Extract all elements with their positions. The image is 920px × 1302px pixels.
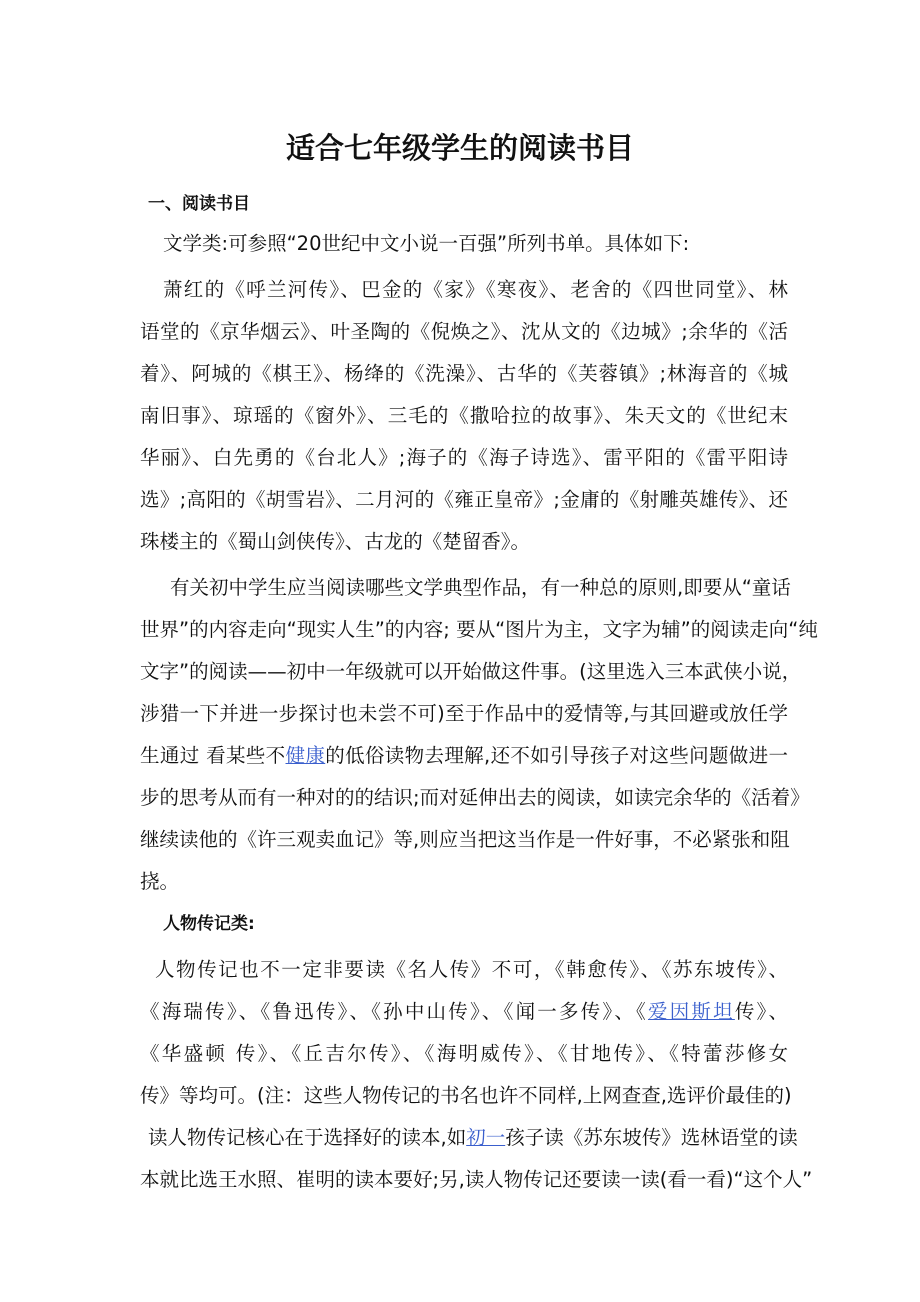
text-line [140, 1117, 798, 1159]
text-line: 涉猎一下并进一步探讨也未尝不可)至于作品中的爱情等,与其回避或放任学 [140, 702, 788, 725]
text-line: 挠。 [140, 870, 180, 893]
text-line: 继续读他的《许三观卖血记》等,则应当把这当作是一件好事，不必紧张和阻 [140, 828, 790, 851]
link-chuyi[interactable]: 初一 [466, 1126, 506, 1149]
biography-paragraph [140, 949, 813, 1201]
text-line: 南旧事》、琼瑶的《窗外》、三毛的《撒哈拉的故事》、朱天文的《世纪末 [140, 404, 788, 427]
text-line: 选》;高阳的《胡雪岩》、二月河的《雍正皇帝》;金庸的《射雕英雄传》、还 [140, 488, 788, 511]
text-line: 语堂的《京华烟云》、叶圣陶的《倪焕之》、沈从文的《边城》;余华的《活 [140, 320, 788, 343]
text-line [140, 991, 788, 1033]
text-segment: 孩子读《苏东坡传》选林语堂的读 [505, 1126, 798, 1149]
biography-heading: 人物传记类: [163, 914, 255, 934]
literature-paragraph [140, 269, 788, 563]
text-segment: 读人物传记核心在于选择好的读本,如 [148, 1126, 467, 1149]
principle-paragraph [140, 567, 818, 903]
text-line: 传》等均可。(注：这些人物传记的书名也许不同样,上网查查,选评价最佳的) [140, 1084, 792, 1107]
text-line: 本就比选王水照、崔明的读本要好;另,读人物传记还要读一读(看一看)“这个人” [140, 1168, 813, 1191]
text-line [140, 735, 788, 777]
text-line: 有关初中学生应当阅读哪些文学典型作品，有一种总的原则,即要从“童话 [170, 576, 791, 599]
text-line: 文字”的阅读——初中一年级就可以开始做这件事。(这里选入三本武侠小说， [140, 660, 802, 683]
section-heading: 一、阅读书目 [148, 194, 250, 214]
text-line: 华丽》、白先勇的《台北人》;海子的《海子诗选》、雷平阳的《雷平阳诗 [140, 446, 788, 469]
document-title: 适合七年级学生的阅读书目 [285, 131, 634, 165]
text-line: 萧红的《呼兰河传》、巴金的《家》《寒夜》、老舍的《四世同堂》、林 [163, 278, 788, 301]
literature-intro: 文学类:可参照“20世纪中文小说一百强”所列书单。具体如下: [163, 232, 690, 255]
text-line: 珠楼主的《蜀山剑侠传》、古龙的《楚留香》。 [140, 530, 531, 553]
text-line: 人物传记也不一定非要读《名人传》不可，《韩愈传》、《苏东坡传》、 [155, 958, 788, 981]
link-einstein[interactable]: 爱因斯坦 [648, 1000, 735, 1023]
text-segment: 传》、 [734, 1000, 788, 1023]
link-jiankang[interactable]: 健康 [285, 744, 326, 767]
text-segment: 生通过 看某些不 [140, 744, 286, 767]
text-line: 步的思考从而有一种对的的结识;而对延伸出去的阅读，如读完余华的《活着》 [140, 786, 810, 809]
text-segment: 的低俗读物去理解,还不如引导孩子对这些问题做进一 [325, 744, 788, 767]
text-line: 着》、阿城的《棋王》、杨绛的《洗澡》、古华的《芙蓉镇》;林海音的《城 [140, 362, 788, 385]
text-line: 《华盛顿 传》、《丘吉尔传》、《海明威传》、《甘地传》、《特蕾莎修女 [140, 1042, 788, 1065]
document-body [140, 223, 818, 1201]
text-line: 世界”的内容走向“现实人生”的内容; 要从“图片为主，文字为辅”的阅读走向“纯 [140, 618, 818, 641]
text-segment: 《海瑞传》、《鲁迅传》、《孙中山传》、《闻一多传》、《 [140, 1000, 648, 1023]
